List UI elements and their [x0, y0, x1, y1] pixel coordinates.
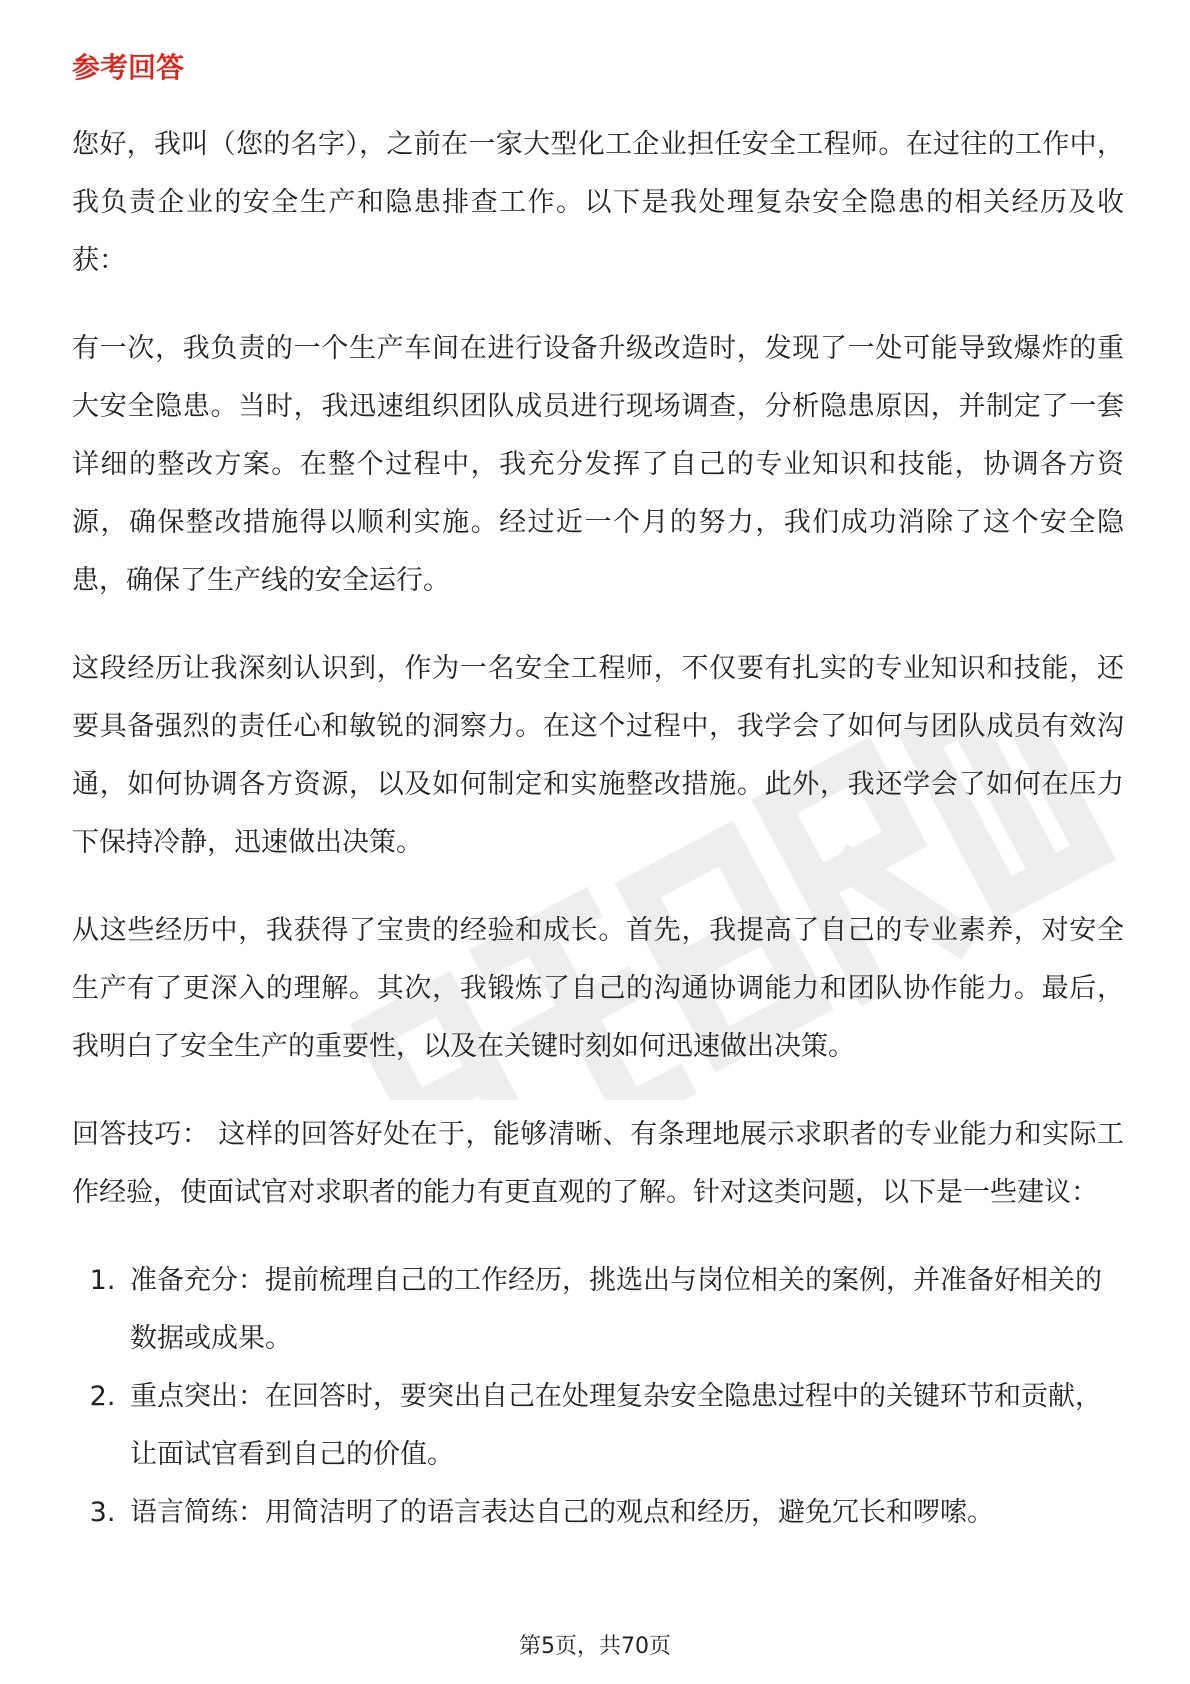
paragraph-reflection: 这段经历让我深刻认识到，作为一名安全工程师，不仅要有扎实的专业知识和技能，还要具备强烈的责任心和敏锐的洞察力。在这个过程中，我学会了如何与团队成员有效沟通，如何协调各方资源，以及如何制定和实施整改措施。此外，我还学会了如何在压力下保持冷静，迅速做出决策。: [72, 653, 1124, 858]
answer-body: [72, 116, 1124, 1542]
page-number: 第5页，共70页: [519, 1634, 671, 1659]
tip-item: 1. 准备充分：提前梳理自己的工作经历，挑选出与岗位相关的案例，并准备好相关的数据或成果。: [124, 1252, 1124, 1368]
paragraph-experience: 有一次，我负责的一个生产车间在进行设备升级改造时，发现了一处可能导致爆炸的重大安全隐患。当时，我迅速组织团队成员进行现场调查，分析隐患原因，并制定了一套详细的整改方案。在整个过程中，我充分发挥了自己的专业知识和技能，协调各方资源，确保整改措施得以顺利实施。经过近一个月的努力，我们成功消除了这个安全隐患，确保了生产线的安全运行。: [72, 333, 1124, 596]
tip-item: 2. 重点突出：在回答时，要突出自己在处理复杂安全隐患过程中的关键环节和贡献，让面试官看到自己的价值。: [124, 1368, 1124, 1484]
paragraph-intro: 您好，我叫（您的名字），之前在一家大型化工企业担任安全工程师。在过往的工作中，我负责企业的安全生产和隐患排查工作。以下是我处理复杂安全隐患的相关经历及收获：: [72, 129, 1124, 276]
paragraph-growth: 从这些经历中，我获得了宝贵的经验和成长。首先，我提高了自己的专业素养，对安全生产有了更深入的理解。其次，我锻炼了自己的沟通协调能力和团队协作能力。最后，我明白了安全生产的重要性，以及在关键时刻如何迅速做出决策。: [72, 915, 1124, 1062]
section-title: 参考回答: [72, 51, 185, 84]
tip-item: 3. 语言简练：用简洁明了的语言表达自己的观点和经历，避免冗长和啰嗦。: [124, 1484, 1124, 1542]
tips-list: [72, 1252, 1124, 1542]
paragraph-tips-intro: 回答技巧： 这样的回答好处在于，能够清晰、有条理地展示求职者的专业能力和实际工作经验，使面试官对求职者的能力有更直观的了解。针对这类问题，以下是一些建议：: [72, 1119, 1124, 1208]
